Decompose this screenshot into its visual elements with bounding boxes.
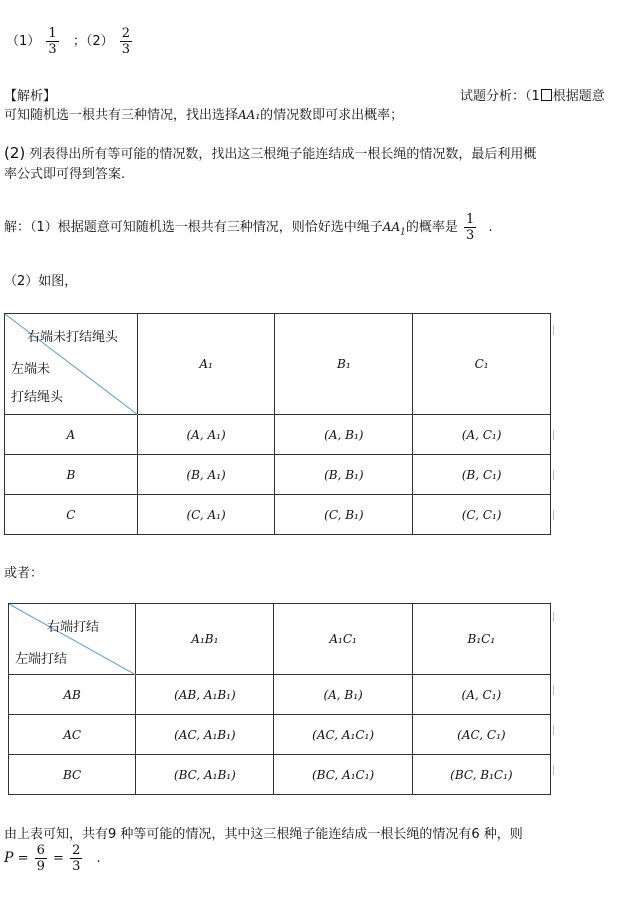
final-fraction-1 <box>35 843 47 874</box>
table2-col-header: A₁B₁ <box>136 604 274 675</box>
table-row <box>5 455 551 495</box>
fraction-denominator: 3 <box>48 42 57 57</box>
table-row <box>5 415 551 455</box>
row-label: A <box>5 415 138 455</box>
part2-analysis-2: 率公式即可得到答案. <box>4 167 126 182</box>
analysis-intro <box>460 85 605 104</box>
table-row <box>9 755 551 795</box>
table-cell: (A, A₁) <box>137 415 275 455</box>
answer-part1-label: （1） <box>6 34 41 49</box>
solution-part1-text: 解：（1）根据题意可知随机选一根共有三种情况，则恰好选中绳子 <box>4 220 383 235</box>
answer-line <box>6 26 134 57</box>
analysis-intro-text: 试题分析：（1 <box>460 89 540 104</box>
table-row <box>9 715 551 755</box>
table1-col-header: B₁ <box>275 314 413 415</box>
fraction-denominator: 9 <box>36 859 45 874</box>
table-cell: (B, B₁) <box>275 455 413 495</box>
analysis-line2-text: 可知随机选一根共有三种情况，找出选择 <box>4 108 239 123</box>
or-label: 或者： <box>4 566 44 581</box>
table-cell: (A, C₁) <box>412 675 550 715</box>
fraction-numerator: 1 <box>48 26 57 41</box>
table1-header-top: 右端未打结绳头 <box>27 330 119 345</box>
table1-col-header: C₁ <box>413 314 551 415</box>
fraction-numerator: 2 <box>72 843 81 858</box>
solution-part1 <box>4 212 493 243</box>
fraction-numerator: 1 <box>466 212 475 227</box>
analysis-line-2 <box>4 104 403 123</box>
fraction-denominator: 3 <box>72 859 81 874</box>
conclusion-text: 由上表可知，共有9 种等可能的情况，其中这三根绳子能连结成一根长绳的情况有6 种，则 <box>4 827 523 842</box>
row-end-mark <box>553 510 554 520</box>
row-label: C <box>5 495 138 535</box>
analysis-header: 【解析】 <box>4 89 57 104</box>
answer-separator: ；（2） <box>72 34 114 49</box>
part2-label: (2) <box>4 144 26 162</box>
table-cell: (BC, A₁B₁) <box>136 755 274 795</box>
table2-header-top: 右端打结 <box>47 620 100 635</box>
table-cell: (AC, C₁) <box>412 715 550 755</box>
table2-header-bot: 左端打结 <box>15 652 68 667</box>
solution-fraction <box>464 212 476 243</box>
row-end-mark <box>553 765 554 775</box>
part2-text: 列表得出所有等可能的情况数，找出这三根绳子能连结成一根长绳的情况数，最后利用概 <box>29 147 537 162</box>
table-cell: (B, C₁) <box>413 455 551 495</box>
table2-col-header: A₁C₁ <box>274 604 412 675</box>
symbol-subscript: 1 <box>400 227 406 238</box>
analysis-line2-tail: 的情况数即可求出概率； <box>260 108 404 123</box>
symbol-aa1: AA₁ <box>238 108 261 122</box>
row-end-mark <box>553 325 554 335</box>
row-end-mark <box>553 685 554 695</box>
row-label: AB <box>9 675 136 715</box>
fraction-denominator: 3 <box>121 42 131 57</box>
solution-part2-label: （2）如图， <box>4 274 78 289</box>
answer-fraction-2 <box>120 26 132 57</box>
period: . <box>488 220 493 235</box>
analysis-intro-tail: 根据题意 <box>552 89 605 104</box>
table-cell: (C, A₁) <box>137 495 275 535</box>
symbol-aa: AA <box>382 220 401 234</box>
table-cell: (A, C₁) <box>413 415 551 455</box>
table-cell: (AB, A₁B₁) <box>136 675 274 715</box>
row-label: BC <box>9 755 136 795</box>
table-cell: (AC, A₁C₁) <box>274 715 412 755</box>
fraction-numerator: 2 <box>121 26 131 41</box>
solution-part1-tail: 的概率是 <box>405 220 458 235</box>
row-label: AC <box>9 715 136 755</box>
table-cell: (A, B₁) <box>275 415 413 455</box>
equals-sign: = <box>53 851 64 866</box>
table1-col-header: A₁ <box>137 314 275 415</box>
final-probability <box>4 843 101 874</box>
row-end-mark <box>553 612 554 622</box>
table-cell: (BC, B₁C₁) <box>412 755 550 795</box>
table-cell: (B, A₁) <box>137 455 275 495</box>
equals-sign: = <box>17 851 29 866</box>
period: . <box>96 851 101 866</box>
part2-analysis <box>4 143 536 162</box>
table-cell: (C, B₁) <box>275 495 413 535</box>
row-end-mark <box>553 470 554 480</box>
table-cell: (AC, A₁B₁) <box>136 715 274 755</box>
answer-fraction-1 <box>46 26 58 57</box>
table-cell: (C, C₁) <box>413 495 551 535</box>
box-glyph-icon <box>541 89 552 101</box>
table2-diagonal-header <box>9 604 136 675</box>
table-cell: (A, B₁) <box>274 675 412 715</box>
row-label: B <box>5 455 138 495</box>
outcomes-table-2 <box>8 603 551 795</box>
table-row <box>5 495 551 535</box>
final-fraction-2 <box>70 843 82 874</box>
outcomes-table-1 <box>4 313 551 535</box>
table1-header-bot: 打结绳头 <box>11 390 64 405</box>
row-end-mark <box>553 430 554 440</box>
table1-header-mid: 左端未 <box>11 362 51 377</box>
fraction-numerator: 6 <box>36 843 45 858</box>
probability-symbol: P <box>4 850 14 866</box>
table-row <box>9 675 551 715</box>
fraction-denominator: 3 <box>466 228 475 243</box>
table1-diagonal-header <box>5 314 138 415</box>
row-end-mark <box>553 725 554 735</box>
table-cell: (BC, A₁C₁) <box>274 755 412 795</box>
table2-col-header: B₁C₁ <box>412 604 550 675</box>
